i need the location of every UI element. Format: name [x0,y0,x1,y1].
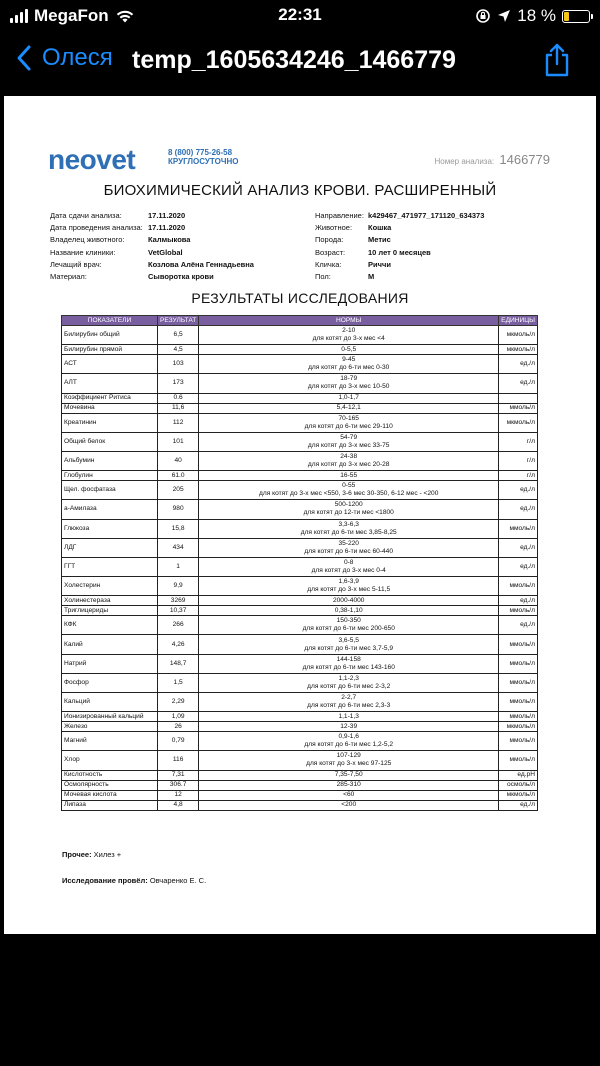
norm-value: <200 [341,801,357,809]
unit-cell: осмоль/л [499,780,538,790]
norm-value: 150-350 [336,617,361,625]
column-header: РЕЗУЛЬТАТ [158,316,199,326]
norm-cell [199,519,499,538]
carrier-name: MegaFon [34,6,109,25]
unit-cell: ммоль/л [499,693,538,712]
unit-cell: ммоль/л [499,673,538,692]
norm-cell [199,393,499,403]
unit-cell: мкмоль/л [499,345,538,355]
norm-cell [199,326,499,345]
result-cell: 11,6 [158,403,199,413]
norm-value: 70-165 [338,414,359,422]
chevron-left-icon [16,44,32,72]
indicator-cell: Натрий [62,654,158,673]
unit-cell: ед./л [499,616,538,635]
norm-value: 2-2,7 [341,694,357,702]
table-row [62,413,538,432]
norm-value: 18-79 [340,375,358,383]
neovet-logo: neovet [48,144,136,175]
norm-note: для котят до 6-ти мес 143-160 [302,663,395,671]
table-row [62,596,538,606]
norm-note: для котят до 6-ти мес 3,7-5,9 [304,644,394,652]
norm-note: для котят до 3-х мес <4 [312,335,385,343]
indicator-cell: Билирубин прямой [62,345,158,355]
result-cell: 101 [158,432,199,451]
norm-cell [199,751,499,770]
result-cell: 15,8 [158,519,199,538]
norm-note: для котят до 6-ти мес 60-440 [304,547,394,555]
file-title: temp_1605634246_1466779 [132,46,456,74]
norm-cell [199,800,499,810]
table-row [62,451,538,470]
norm-cell [199,481,499,500]
table-row [62,780,538,790]
table-row [62,500,538,519]
norm-cell [199,722,499,732]
norm-cell [199,403,499,413]
indicator-cell: Глюкоза [62,519,158,538]
norm-value: 0-5,5 [341,345,357,353]
unit-cell: ед.pH [499,770,538,780]
norm-value: 9-45 [342,356,356,364]
indicator-cell: Осмолярность [62,780,158,790]
indicator-cell: АЛТ [62,374,158,393]
indicator-cell: Триглицериды [62,606,158,616]
unit-cell: г/л [499,432,538,451]
indicator-cell: Ионизированный кальций [62,712,158,722]
result-cell: 4,5 [158,345,199,355]
norm-value: 12-39 [340,722,358,730]
indicator-cell: Мочевая кислота [62,790,158,800]
table-row [62,374,538,393]
unit-cell: ед./л [499,355,538,374]
indicator-cell: Хлор [62,751,158,770]
table-row [62,393,538,403]
navigation-bar [0,36,600,88]
table-row [62,616,538,635]
unit-cell: ммоль/л [499,654,538,673]
result-cell: 4,26 [158,635,199,654]
unit-cell: ед./л [499,596,538,606]
table-row [62,326,538,345]
result-cell: 7,31 [158,770,199,780]
norm-cell [199,606,499,616]
norm-value: 54-79 [340,433,358,441]
unit-cell: мкмоль/л [499,326,538,345]
table-row [62,432,538,451]
table-row [62,538,538,557]
result-cell: 1,5 [158,673,199,692]
indicator-cell: Холинестераза [62,596,158,606]
result-cell: 12 [158,790,199,800]
unit-cell: ед./л [499,481,538,500]
norm-cell [199,616,499,635]
info-row: Направление: k429467_471977_171120_634373 [315,211,485,220]
table-row [62,355,538,374]
norm-note: для котят до 6-ти мес 200-650 [302,625,395,633]
table-row [62,722,538,732]
norm-value: 1,6-3,9 [338,578,359,586]
back-label: Олеся [42,44,113,71]
norm-cell [199,374,499,393]
result-cell: 9,9 [158,577,199,596]
norm-cell [199,770,499,780]
result-cell: 3269 [158,596,199,606]
indicator-cell: Щел. фосфатаза [62,481,158,500]
table-row [62,712,538,722]
norm-value: <60 [343,791,355,799]
info-row: Возраст: 10 лет 0 месяцев [315,247,431,257]
unit-cell: ммоль/л [499,577,538,596]
unit-cell: г/л [499,471,538,481]
share-icon [542,42,572,78]
unit-cell: ед./л [499,557,538,576]
phone-note: КРУГЛОСУТОЧНО [168,157,239,166]
unit-cell: ед./л [499,374,538,393]
result-cell: 0.6 [158,393,199,403]
contact-block [168,148,238,166]
result-cell: 173 [158,374,199,393]
table-header [62,316,538,326]
info-row: Название клиники: VetGlobal [50,247,183,257]
wifi-icon [115,9,135,24]
norm-note: для котят до 6-ти мес 3,85-8,25 [300,528,397,536]
table-row [62,606,538,616]
unit-cell: ед./л [499,538,538,557]
norm-value: 500-1200 [334,501,363,509]
norm-cell [199,345,499,355]
info-left [50,210,254,283]
table-row [62,403,538,413]
indicator-cell: а-Амилаза [62,500,158,519]
table-row [62,654,538,673]
info-right [315,210,484,283]
norm-cell [199,673,499,692]
unit-cell: мкмоль/л [499,413,538,432]
indicator-cell: ЛДГ [62,538,158,557]
indicator-cell: Альбумин [62,451,158,470]
norm-note: для котят до 3-х мес 33-75 [307,441,390,449]
status-time: 22:31 [278,5,322,24]
indicator-cell: Магний [62,732,158,751]
battery-percent: 18 % [517,6,556,25]
norm-note: для котят до 6-ти мес 0-30 [308,364,390,372]
indicator-cell: Мочевина [62,403,158,413]
unit-cell: ед./л [499,800,538,810]
unit-cell: ммоль/л [499,732,538,751]
table-row [62,693,538,712]
share-button[interactable] [542,42,572,83]
status-bar [0,0,600,32]
result-cell: 2,29 [158,693,199,712]
status-right [475,6,590,26]
indicator-cell: АСТ [62,355,158,374]
result-cell: 6,5 [158,326,199,345]
table-row [62,345,538,355]
cellular-signal-icon [10,9,28,23]
info-row: Владелец животного: Калмыкова [50,235,191,245]
norm-value: 144-158 [336,655,361,663]
norm-cell [199,500,499,519]
norm-note: для котят до 6-ти мес 2,3-3 [307,702,391,710]
result-cell: 0,79 [158,732,199,751]
norm-cell [199,780,499,790]
norm-value: 0,9-1,6 [338,733,359,741]
info-row: Лечащий врач: Козлова Алёна Геннадьевна [50,259,254,269]
unit-cell: г/л [499,451,538,470]
back-button[interactable] [16,44,113,72]
indicator-cell: Фосфор [62,673,158,692]
norm-note: для котят до 3-х мес 97-125 [306,760,392,768]
norm-value: 0-55 [342,482,356,490]
norm-value: 1,1-1,3 [338,712,359,720]
table-row [62,557,538,576]
norm-cell [199,712,499,722]
table-row [62,770,538,780]
result-cell: 434 [158,538,199,557]
result-cell: 40 [158,451,199,470]
document-page[interactable] [4,96,596,934]
table-row [62,635,538,654]
norm-note: для котят до 3-х мес 20-28 [307,461,390,469]
norm-value: 1,1-2,3 [338,674,359,682]
norm-value: 35-220 [338,539,359,547]
unit-cell: ммоль/л [499,403,538,413]
norm-cell [199,471,499,481]
indicator-cell: ГГТ [62,557,158,576]
result-cell: 116 [158,751,199,770]
result-cell: 306.7 [158,780,199,790]
table-row [62,751,538,770]
norm-note: для котят до 3-х мес 10-50 [307,383,390,391]
indicator-cell: Липаза [62,800,158,810]
norm-cell [199,538,499,557]
performed-by: Исследование провёл: Овчаренко Е. С. [62,876,207,885]
norm-cell [199,413,499,432]
norm-note: для котят до 3-х мес <550, 3-6 мес 30-350, 6-12 мес - <200 [259,490,439,498]
unit-cell: ммоль/л [499,712,538,722]
table-row [62,471,538,481]
status-left [10,6,135,26]
norm-cell [199,451,499,470]
norm-value: 107-129 [336,752,361,760]
norm-cell [199,790,499,800]
norm-value: 285-310 [336,781,361,789]
unit-cell: ммоль/л [499,606,538,616]
result-cell: 148,7 [158,654,199,673]
result-cell: 4,8 [158,800,199,810]
table-row [62,790,538,800]
other-note: Прочее: Хилез + [62,850,122,859]
result-cell: 103 [158,355,199,374]
results-table [61,315,538,811]
norm-cell [199,693,499,712]
indicator-cell: Холестерин [62,577,158,596]
norm-cell [199,432,499,451]
norm-cell [199,732,499,751]
norm-value: 24-38 [340,453,358,461]
norm-note: для котят до 6-ти мес 29-110 [304,422,393,430]
phone-number: 8 (800) 775-26-58 [168,148,233,157]
battery-icon [562,10,590,23]
norm-cell [199,654,499,673]
unit-cell: ммоль/л [499,519,538,538]
norm-value: 2-10 [342,327,356,335]
column-header: ЕДИНИЦЫ [499,316,538,326]
table-row [62,732,538,751]
info-row: Животное: Кошка [315,223,392,233]
norm-note: для котят до 6-ти мес 1,2-5,2 [304,741,394,749]
analysis-number-label: Номер анализа: [434,157,495,166]
info-row: Материал: Сыворотка крови [50,272,214,282]
norm-note: для котят до 6-ти мес 2-3,2 [307,682,391,690]
info-row: Дата проведения анализа: 17.11.2020 [50,223,186,233]
indicator-cell: Общий белок [62,432,158,451]
results-body [62,326,538,811]
result-cell: 1,09 [158,712,199,722]
norm-cell [199,577,499,596]
norm-note: для котят до 12-ти мес <1800 [303,509,394,517]
info-row: Кличка: Риччи [315,259,391,269]
norm-value: 3,3-6,3 [338,520,359,528]
location-icon [497,9,511,23]
norm-value: 16-55 [340,471,358,479]
info-row: Дата сдачи анализа: 17.11.2020 [50,211,186,220]
indicator-cell: КФК [62,616,158,635]
norm-cell [199,557,499,576]
norm-value: 2000-4000 [332,596,365,604]
column-header: ПОКАЗАТЕЛИ [62,316,158,326]
unit-cell: ммоль/л [499,751,538,770]
indicator-cell: Железо [62,722,158,732]
indicator-cell: Билирубин общий [62,326,158,345]
norm-value: 3,6-5,5 [338,636,359,644]
column-header: НОРМЫ [199,316,499,326]
result-cell: 266 [158,616,199,635]
table-row [62,673,538,692]
unit-cell: мкмоль/л [499,722,538,732]
results-title: РЕЗУЛЬТАТЫ ИССЛЕДОВАНИЯ [191,290,409,306]
analysis-number: 1466779 [499,152,550,167]
norm-cell [199,355,499,374]
result-cell: 112 [158,413,199,432]
unit-cell [499,393,538,403]
analysis-number-block [435,152,551,167]
norm-note: для котят до 3-х мес 0-4 [311,566,386,574]
result-cell: 205 [158,481,199,500]
indicator-cell: Глобулин [62,471,158,481]
norm-value: 1,0-1,7 [338,394,359,402]
table-row [62,519,538,538]
indicator-cell: Коэффициент Ритиса [62,393,158,403]
unit-cell: ед./л [499,500,538,519]
result-cell: 61.0 [158,471,199,481]
result-cell: 26 [158,722,199,732]
document-title: БИОХИМИЧЕСКИЙ АНАЛИЗ КРОВИ. РАСШИРЕННЫЙ [103,182,497,199]
info-row: Порода: Метис [315,235,391,245]
indicator-cell: Кислотность [62,770,158,780]
norm-value: 0-8 [343,558,354,566]
table-row [62,577,538,596]
indicator-cell: Кальций [62,693,158,712]
result-cell: 10,37 [158,606,199,616]
info-row: Пол: М [315,272,375,282]
table-row [62,800,538,810]
norm-note: для котят до 3-х мес 5-11,5 [307,586,391,594]
table-row [62,481,538,500]
rotation-lock-icon [475,8,491,24]
norm-value: 5,4-12,1 [336,404,361,412]
result-cell: 1 [158,557,199,576]
indicator-cell: Калий [62,635,158,654]
result-cell: 980 [158,500,199,519]
norm-value: 0,38-1,10 [334,606,363,614]
unit-cell: ммоль/л [499,635,538,654]
unit-cell: мкмоль/л [499,790,538,800]
norm-cell [199,635,499,654]
indicator-cell: Креатинин [62,413,158,432]
norm-value: 7,35-7,50 [334,771,363,779]
norm-cell [199,596,499,606]
